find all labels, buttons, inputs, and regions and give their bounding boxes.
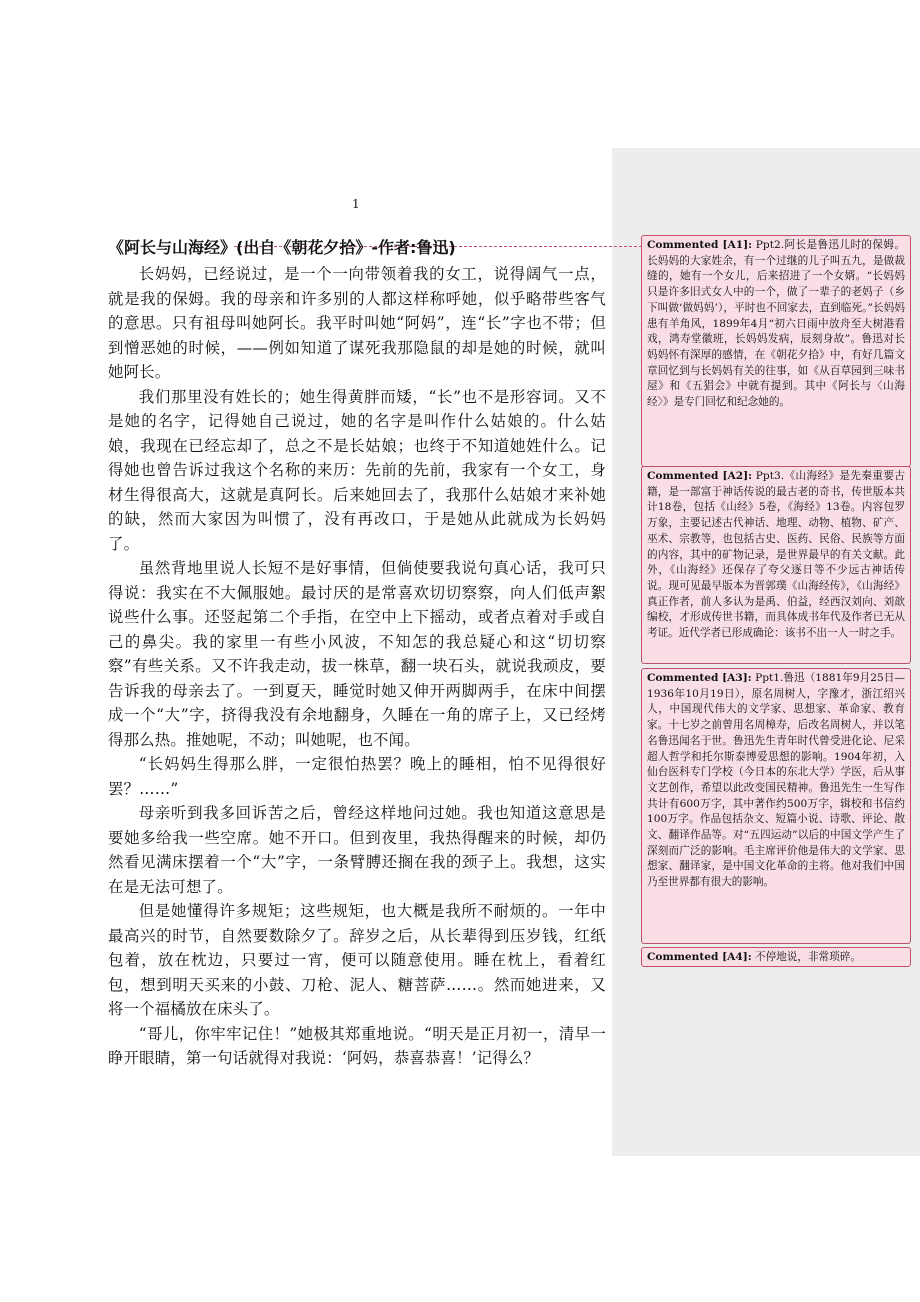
comment-tag: Commented [A1]:: [647, 239, 753, 251]
comment-balloon-a2[interactable]: [641, 466, 911, 664]
comment-tag: Commented [A3]:: [647, 672, 752, 684]
paragraph[interactable]: 母亲听到我多回诉苦之后，曾经这样地问过她。我也知道这意思是要她多给我一些空席。她不开口。但到夜里，我热得醒来的时候，却仍然看见满床摆着一个“大”字，一条臂膊还搁在我的颈子上。我想，这实在是无法可想了。: [108, 804, 606, 896]
page-number: 1: [352, 197, 360, 211]
comment-text: 不停地说，非常琐碎。: [755, 951, 861, 963]
comment-text: Ppt1.鲁迅（1881年9月25日—1936年10月19日），原名周树人，字豫才，浙江绍兴人，中国现代伟大的文学家、思想家、革命家、教育家。十七岁之前曾用名周樟寿，后改名周树人，并以笔名鲁迅闻名于世。鲁迅先生青年时代曾受进化论、尼采超人哲学和托尔斯泰博爱思想的影响。1904年初，入仙台医科专门学校（今日本的东北大学）学医，后从事文艺创作，希望以此改变国民精神。鲁迅先生一生写作共计有600万字，其中著作约500万字，辑校和书信约100万字。作品包括杂文、短篇小说、诗歌、评论、散文、翻译作品等。对“五四运动”以后的中国文学产生了深刻而广泛的影响。毛主席评价他是伟大的文学家、思想家、翻译家，是中国文化革命的主将。他对我们中国乃至世界都有很大的影响。: [647, 672, 905, 889]
paragraph[interactable]: “哥儿，你牢牢记住！”她极其郑重地说。“明天是正月初一，清早一睁开眼睛，第一句话就得对我说：‘阿妈，恭喜恭喜！’记得么？: [108, 1024, 606, 1067]
document-body: [108, 234, 606, 1071]
comment-tag: Commented [A4]:: [647, 951, 752, 963]
comment-balloon-a4[interactable]: [641, 947, 911, 967]
document-title[interactable]: 《阿长与山海经》(出自《朝花夕拾》-作者:鲁迅): [108, 238, 456, 257]
paragraph[interactable]: 我们那里没有姓长的；她生得黄胖而矮，“长”也不是形容词。又不是她的名字，记得她自己说过，她的名字是叫作什么姑娘的。什么姑娘，我现在已经忘却了，总之不是长姑娘；也终于不知道她姓什么。记得她也曾告诉过我这个名称的来历：先前的先前，我家有一个女工，身材生得很高大，这就是真阿长。后来她回去了，我那什么姑娘才来补她的缺，然而大家因为叫惯了，没有再改口，于是她从此就成为长妈妈了。: [108, 387, 606, 553]
paragraph[interactable]: 长妈妈，已经说过，是一个一向带领着我的女工，说得阔气一点，就是我的保姆。我的母亲和许多别的人都这样称呼她，似乎略带些客气的意思。只有祖母叫她阿长。我平时叫她“阿妈”，连“长”字也不带；但到憎恶她的时候，——例如知道了谋死我那隐鼠的却是她的时候，就叫她阿长。: [108, 265, 606, 381]
comment-tag: Commented [A2]:: [647, 470, 753, 482]
paragraph[interactable]: 虽然背地里说人长短不是好事情，但倘使要我说句真心话，我可只得说：我实在不大佩服她。最讨厌的是常喜欢切切察察，向人们低声絮说些什么事。还竖起第二个手指，在空中上下摇动，或者点着对手或自己的鼻尖。我的家里一有些小风波，不知怎的我总疑心和这“切切察察”有些关系。又不许我走动，拔一株草，翻一块石头，就说我顽皮，要告诉我的母亲去了。一到夏天，睡觉时她又伸开两脚两手，在床中间摆成一个“大”字，挤得我没有余地翻身，久睡在一角的席子上，又已经烤得那么热。推她呢，不动；叫她呢，也不闻。: [108, 559, 606, 749]
comment-text: Ppt3.《山海经》是先秦重要古籍，是一部富于神话传说的最古老的奇书，传世版本共计18卷，包括《山经》5卷，《海经》13卷。内容包罗万象，主要记述古代神话、地理、动物、植物、矿产、巫术、宗教等，也包括古史、医药、民俗、民族等方面的内容，其中的矿物记录，是世界最早的有关文献。此外，《山海经》还保存了夸父逐日等不少远古神话传说。现可见最早版本为晋郭璞《山海经传》，《山海经》真正作者，前人多认为是禹、伯益，经西汉刘向、刘歆编校，才形成传世书籍，而具体成书年代及作者已无从考证。近代学者已形成确论：该书不出一人一时之手。: [647, 470, 905, 640]
comment-text: Ppt2.阿长是鲁迅儿时的保姆。长妈妈的大家姓余，有一个过继的儿子叫五九，是做裁缝的，她有一个女儿，后来招进了一个女婿。“长妈妈只是许多旧式女人中的一个，做了一辈子的老妈子（乡下叫做‘做妈妈’），平时也不回家去，直到临死。”长妈妈患有羊角风，1899年4月“初六日雨中放舟至大树港看戏，鸿寿堂徽班，长妈妈发病，辰刻身故”。鲁迅对长妈妈怀有深厚的感情，在《朝花夕拾》中，有好几篇文章回忆到与长妈妈有关的往事，如《从百草园到三味书屋》和《五猖会》中就有提到。其中《阿长与〈山海经〉》是专门回忆和纪念她的。: [647, 239, 905, 409]
paragraph[interactable]: “长妈妈生得那么胖，一定很怕热罢？晚上的睡相，怕不见得很好罢？……”: [108, 755, 606, 798]
comment-balloon-a1[interactable]: [641, 235, 911, 467]
paragraph[interactable]: 但是她懂得许多规矩；这些规矩，也大概是我所不耐烦的。一年中最高兴的时节，自然要数除夕了。辞岁之后，从长辈得到压岁钱，红纸包着，放在枕边，只要过一宵，便可以随意使用。睡在枕上，看着红包，想到明天买来的小鼓、刀枪、泥人、糖菩萨……。然而她进来，又将一个福橘放在床头了。: [108, 902, 606, 1018]
comment-balloon-a3[interactable]: [641, 668, 911, 944]
